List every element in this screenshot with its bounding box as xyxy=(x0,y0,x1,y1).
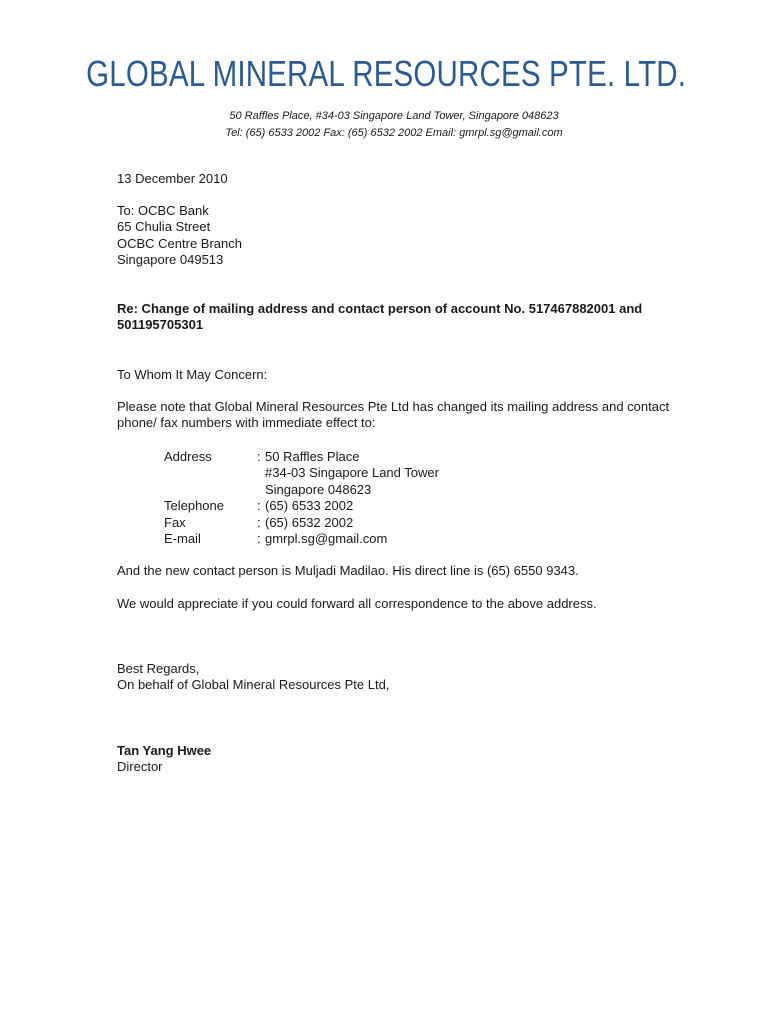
recipient-block xyxy=(117,203,677,269)
appreciate-paragraph: We would appreciate if you could forward all correspondence to the above address. xyxy=(117,596,597,611)
signatory-name: Tan Yang Hwee xyxy=(117,743,212,758)
letterhead-contact: Tel: (65) 6533 2002 Fax: (65) 6532 2002 Email: gmrpl.sg@gmail.com xyxy=(225,127,563,139)
detail-row-telephone xyxy=(164,498,584,514)
recipient-line: OCBC Centre Branch xyxy=(117,235,242,251)
closing-line: On behalf of Global Mineral Resources Pte Ltd, xyxy=(117,677,390,693)
subject-text: Re: Change of mailing address and contact person of account No. 517467882001 and xyxy=(117,301,643,316)
detail-row-fax xyxy=(164,515,584,531)
subject-text: 501195705301 xyxy=(117,317,204,333)
closing-block xyxy=(117,661,677,694)
detail-value: (65) 6533 2002 xyxy=(265,498,354,514)
intro-line: Please note that Global Mineral Resources Pte Ltd has changed its mailing address and contact xyxy=(117,399,670,414)
letter-date: 13 December 2010 xyxy=(117,171,228,186)
detail-label: E-mail xyxy=(164,531,201,547)
subject-line xyxy=(117,301,677,334)
detail-label: Address xyxy=(164,449,212,464)
detail-value: (65) 6532 2002 xyxy=(265,514,354,530)
recipient-line: To: OCBC Bank xyxy=(117,203,209,218)
signatory-title: Director xyxy=(117,759,163,775)
detail-row-address-cont xyxy=(164,482,584,498)
recipient-line: Singapore 049513 xyxy=(117,252,224,268)
salutation: To Whom It May Concern: xyxy=(117,367,268,382)
detail-row-email xyxy=(164,531,584,547)
detail-row-address-cont xyxy=(164,465,584,481)
new-contact-paragraph: And the new contact person is Muljadi Madilao. His direct line is (65) 6550 9343. xyxy=(117,563,579,578)
detail-separator: : xyxy=(257,498,261,514)
detail-row-address xyxy=(164,449,584,465)
company-name: GLOBAL MINERAL RESOURCES PTE. LTD. xyxy=(86,53,687,94)
contact-details xyxy=(164,449,584,547)
signatory-block xyxy=(117,743,677,776)
letterhead-address: 50 Raffles Place, #34-03 Singapore Land Tower, Singapore 048623 xyxy=(229,110,559,122)
detail-label: Fax xyxy=(164,514,186,530)
detail-separator: : xyxy=(257,514,261,530)
detail-separator: : xyxy=(257,531,261,547)
intro-paragraph xyxy=(117,399,677,432)
detail-value: #34-03 Singapore Land Tower xyxy=(265,465,439,481)
detail-separator: : xyxy=(257,449,261,464)
detail-value: Singapore 048623 xyxy=(265,481,372,497)
recipient-line: 65 Chulia Street xyxy=(117,219,211,235)
closing-line: Best Regards, xyxy=(117,661,200,676)
intro-line: phone/ fax numbers with immediate effect to: xyxy=(117,415,376,431)
detail-value: gmrpl.sg@gmail.com xyxy=(265,531,388,547)
detail-label: Telephone xyxy=(164,498,224,514)
detail-value: 50 Raffles Place xyxy=(265,449,360,464)
